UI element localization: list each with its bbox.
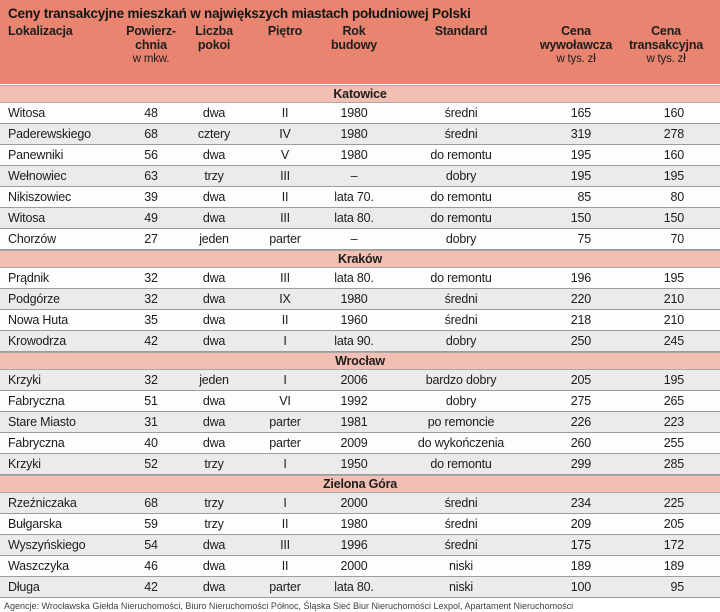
cell-cena-transakcyjna: 172 [663,538,684,552]
cell-liczba-pokoi: jeden [199,373,229,387]
cell-cena-wywolawcza: 299 [570,457,591,471]
table-row [0,268,720,289]
table-row [0,187,720,208]
cell-cena-transakcyjna: 95 [670,580,684,594]
cell-powierzchnia: 27 [144,232,158,246]
cell-cena-wywolawcza: 189 [570,559,591,573]
cell-pietro: II [281,559,289,573]
cell-cena-wywolawcza: 234 [570,496,591,510]
cell-liczba-pokoi: dwa [202,538,226,552]
column-label-line2: transakcyjna [628,37,704,52]
cell-lokalizacja: Nowa Huta [8,313,69,327]
table-row [0,577,720,598]
cell-standard: średni [444,127,478,141]
cell-powierzchnia: 48 [144,106,158,120]
cell-lokalizacja: Rzeźniczaka [8,496,77,510]
table-row [0,229,720,250]
cell-powierzchnia: 51 [144,394,158,408]
table-row [0,331,720,352]
cell-standard: bardzo dobry [425,373,497,387]
cell-powierzchnia: 42 [144,580,158,594]
cell-cena-transakcyjna: 210 [663,292,684,306]
cell-lokalizacja: Waszczyka [8,559,69,573]
cell-powierzchnia: 32 [144,373,158,387]
table-row [0,514,720,535]
cell-pietro: III [280,271,290,285]
cell-rok-budowy: 1950 [340,457,368,471]
cell-rok-budowy: 1981 [340,415,368,429]
cell-pietro: IX [279,292,291,306]
cell-standard: do remontu [430,457,492,471]
cell-liczba-pokoi: dwa [202,436,226,450]
cell-standard: średni [444,313,478,327]
column-unit-label: w tys. zł [556,53,596,65]
cell-rok-budowy: lata 90. [334,334,374,348]
cell-lokalizacja: Nikiszowiec [8,190,72,204]
table-row [0,310,720,331]
cell-cena-wywolawcza: 220 [570,292,591,306]
cell-liczba-pokoi: trzy [204,169,224,183]
cell-lokalizacja: Długa [8,580,40,594]
cell-pietro: II [281,517,289,531]
cell-lokalizacja: Krowodrza [8,334,66,348]
source-note: Agencje: Wrocławska Giełda Nieruchomości, Biuro Nieruchomości Północ, Śląska Sieć Biur Nieruchomości Lexpol, Apartament Nieruchomości [0,598,720,611]
cell-lokalizacja: Bułgarska [8,517,62,531]
column-label-line2: budowy [330,37,378,52]
table-row [0,391,720,412]
cell-liczba-pokoi: dwa [202,148,226,162]
cell-pietro: II [281,313,289,327]
cell-lokalizacja: Chorzów [8,232,56,246]
cell-cena-transakcyjna: 160 [663,148,684,162]
cell-powierzchnia: 56 [144,148,158,162]
column-label: Lokalizacja [8,24,73,38]
cell-cena-transakcyjna: 245 [663,334,684,348]
cell-standard: średni [444,292,478,306]
table-row [0,208,720,229]
column-header-pietro [244,24,326,67]
cell-rok-budowy: lata 80. [334,211,374,225]
cell-pietro: III [280,211,290,225]
cell-cena-transakcyjna: 265 [663,394,684,408]
column-label: Liczba [195,24,233,38]
cell-standard: do remontu [430,271,492,285]
cell-pietro: III [280,538,290,552]
cell-pietro: II [281,190,289,204]
cell-cena-transakcyjna: 150 [663,211,684,225]
column-unit-label: w mkw. [132,53,170,65]
table-body [0,85,720,598]
cell-cena-transakcyjna: 223 [663,415,684,429]
table-title: Ceny transakcyjne mieszkań w największych miastach południowej Polski [8,6,471,21]
cell-cena-wywolawcza: 100 [570,580,591,594]
cell-liczba-pokoi: dwa [202,271,226,285]
column-unit-label: w tys. zł [646,53,686,65]
cell-cena-wywolawcza: 195 [570,148,591,162]
table-row [0,166,720,187]
cell-rok-budowy: 2000 [340,496,368,510]
cell-standard: po remoncie [427,415,495,429]
cell-rok-budowy: – [350,169,358,183]
cell-lokalizacja: Panewniki [8,148,64,162]
cell-cena-transakcyjna: 285 [663,457,684,471]
column-header-cena-wywolawcza [540,24,612,67]
table-row [0,370,720,391]
column-header-rok-budowy [326,24,382,67]
cell-cena-transakcyjna: 80 [670,190,684,204]
cell-rok-budowy: lata 80. [334,271,374,285]
cell-liczba-pokoi: dwa [202,211,226,225]
cell-lokalizacja: Fabryczna [8,394,65,408]
cell-liczba-pokoi: dwa [202,190,226,204]
cell-pietro: I [283,334,287,348]
cell-cena-wywolawcza: 275 [570,394,591,408]
cell-rok-budowy: 1980 [340,148,368,162]
table-row [0,145,720,166]
cell-cena-transakcyjna: 195 [663,169,684,183]
cell-rok-budowy: lata 70. [334,190,374,204]
cell-standard: dobry [445,334,477,348]
section-header: Katowice [0,85,720,103]
table-row [0,412,720,433]
cell-cena-wywolawcza: 195 [570,169,591,183]
cell-cena-transakcyjna: 195 [663,373,684,387]
cell-liczba-pokoi: cztery [197,127,231,141]
cell-lokalizacja: Wełnowiec [8,169,67,183]
column-label-line2: wywoławcza [539,37,613,52]
column-label: Cena [561,24,591,38]
cell-liczba-pokoi: dwa [202,580,226,594]
cell-standard: średni [444,106,478,120]
cell-liczba-pokoi: jeden [199,232,229,246]
cell-pietro: I [283,496,287,510]
cell-powierzchnia: 40 [144,436,158,450]
table-row [0,556,720,577]
column-label: Piętro [267,24,303,38]
cell-rok-budowy: – [350,232,358,246]
cell-powierzchnia: 68 [144,496,158,510]
cell-standard: do wykończenia [417,436,505,450]
cell-cena-wywolawcza: 205 [570,373,591,387]
table-row [0,535,720,556]
cell-rok-budowy: 1980 [340,106,368,120]
cell-standard: średni [444,517,478,531]
cell-lokalizacja: Stare Miasto [8,415,76,429]
cell-lokalizacja: Witosa [8,106,46,120]
cell-liczba-pokoi: dwa [202,394,226,408]
column-header-powierzchnia [118,24,184,67]
cell-cena-wywolawcza: 250 [570,334,591,348]
cell-liczba-pokoi: trzy [204,496,224,510]
cell-cena-transakcyjna: 278 [663,127,684,141]
table-header [0,0,720,85]
cell-powierzchnia: 46 [144,559,158,573]
cell-cena-transakcyjna: 195 [663,271,684,285]
cell-powierzchnia: 68 [144,127,158,141]
cell-cena-transakcyjna: 210 [663,313,684,327]
cell-cena-wywolawcza: 196 [570,271,591,285]
column-header-lokalizacja [0,24,118,67]
cell-pietro: I [283,373,287,387]
cell-standard: do remontu [430,148,492,162]
cell-pietro: IV [279,127,291,141]
cell-cena-transakcyjna: 160 [663,106,684,120]
cell-pietro: parter [269,415,301,429]
cell-pietro: parter [269,232,301,246]
table-row [0,454,720,475]
cell-cena-wywolawcza: 175 [570,538,591,552]
cell-liczba-pokoi: dwa [202,415,226,429]
cell-cena-wywolawcza: 85 [577,190,591,204]
cell-rok-budowy: 1980 [340,127,368,141]
column-header-cena-transakcyjna [612,24,720,67]
cell-cena-transakcyjna: 205 [663,517,684,531]
column-label: Rok [342,24,366,38]
cell-cena-wywolawcza: 75 [577,232,591,246]
table-row [0,289,720,310]
cell-pietro: II [281,106,289,120]
table-row [0,493,720,514]
cell-powierzchnia: 32 [144,271,158,285]
cell-liczba-pokoi: dwa [202,292,226,306]
cell-standard: dobry [445,394,477,408]
cell-powierzchnia: 52 [144,457,158,471]
cell-lokalizacja: Fabryczna [8,436,65,450]
column-label: Standard [434,24,488,38]
cell-rok-budowy: 2006 [340,373,368,387]
cell-powierzchnia: 39 [144,190,158,204]
cell-cena-wywolawcza: 260 [570,436,591,450]
section-header: Zielona Góra [0,475,720,493]
cell-rok-budowy: 1996 [340,538,368,552]
cell-cena-wywolawcza: 226 [570,415,591,429]
cell-liczba-pokoi: trzy [204,517,224,531]
table-row [0,103,720,124]
cell-cena-transakcyjna: 255 [663,436,684,450]
cell-cena-wywolawcza: 150 [570,211,591,225]
cell-liczba-pokoi: dwa [202,106,226,120]
cell-powierzchnia: 54 [144,538,158,552]
cell-pietro: parter [269,580,301,594]
column-header-row [0,24,720,67]
cell-standard: średni [444,496,478,510]
table-row [0,433,720,454]
cell-standard: dobry [445,232,477,246]
cell-lokalizacja: Krzyki [8,373,41,387]
table-row [0,124,720,145]
cell-powierzchnia: 35 [144,313,158,327]
cell-cena-wywolawcza: 165 [570,106,591,120]
cell-powierzchnia: 32 [144,292,158,306]
cell-powierzchnia: 42 [144,334,158,348]
cell-pietro: V [280,148,290,162]
cell-powierzchnia: 31 [144,415,158,429]
cell-powierzchnia: 49 [144,211,158,225]
cell-standard: do remontu [430,211,492,225]
cell-rok-budowy: 1992 [340,394,368,408]
cell-standard: średni [444,538,478,552]
column-label-line2: chnia [135,37,167,52]
cell-rok-budowy: 2009 [340,436,368,450]
cell-pietro: parter [269,436,301,450]
column-label-line2: pokoi [197,37,231,52]
cell-cena-transakcyjna: 70 [670,232,684,246]
column-label: Cena [651,24,681,38]
column-header-liczba-pokoi [184,24,244,67]
cell-cena-wywolawcza: 319 [570,127,591,141]
cell-lokalizacja: Podgórze [8,292,60,306]
cell-pietro: I [283,457,287,471]
cell-standard: niski [448,559,473,573]
column-label: Powierz- [126,24,176,38]
cell-rok-budowy: 1980 [340,292,368,306]
cell-rok-budowy: 1960 [340,313,368,327]
cell-rok-budowy: 1980 [340,517,368,531]
cell-standard: do remontu [430,190,492,204]
cell-lokalizacja: Witosa [8,211,46,225]
cell-liczba-pokoi: dwa [202,559,226,573]
cell-lokalizacja: Prądnik [8,271,49,285]
cell-rok-budowy: lata 80. [334,580,374,594]
cell-cena-transakcyjna: 189 [663,559,684,573]
cell-pietro: III [280,169,290,183]
cell-standard: niski [448,580,473,594]
section-header: Kraków [0,250,720,268]
column-header-standard [382,24,540,67]
section-header: Wrocław [0,352,720,370]
cell-liczba-pokoi: dwa [202,313,226,327]
cell-powierzchnia: 63 [144,169,158,183]
cell-rok-budowy: 2000 [340,559,368,573]
cell-liczba-pokoi: dwa [202,334,226,348]
cell-lokalizacja: Wyszyńskiego [8,538,86,552]
cell-cena-transakcyjna: 225 [663,496,684,510]
cell-powierzchnia: 59 [144,517,158,531]
cell-lokalizacja: Krzyki [8,457,41,471]
cell-lokalizacja: Paderewskiego [8,127,91,141]
cell-cena-wywolawcza: 209 [570,517,591,531]
cell-liczba-pokoi: trzy [204,457,224,471]
cell-standard: dobry [445,169,477,183]
cell-cena-wywolawcza: 218 [570,313,591,327]
cell-pietro: VI [279,394,291,408]
